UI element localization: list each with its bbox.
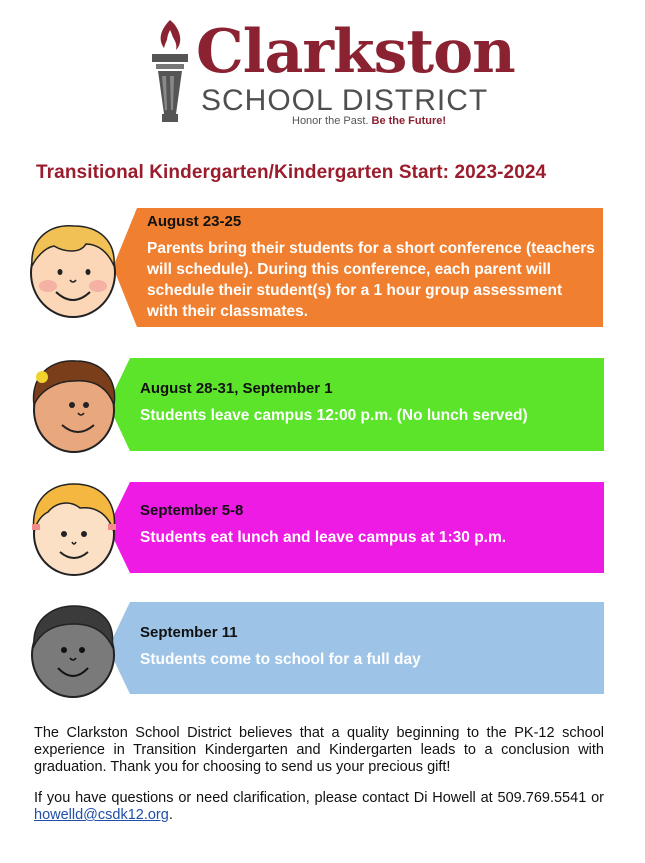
- district-logo: [0, 0, 645, 140]
- schedule-description: Students leave campus 12:00 p.m. (No lunch served): [140, 407, 528, 424]
- child-face-icon: [26, 478, 122, 578]
- closing-text: [34, 725, 604, 838]
- contact-suffix: .: [168, 807, 173, 823]
- schedule-description: Students eat lunch and leave campus at 1:30 p.m.: [140, 529, 507, 546]
- tagline-plain: Honor the Past.: [292, 115, 369, 127]
- child-face-icon: [24, 600, 122, 700]
- logo-subtitle: SCHOOL DISTRICT: [201, 84, 489, 117]
- child-face-icon: [24, 218, 122, 320]
- schedule-date: September 11: [140, 624, 238, 641]
- closing-paragraph: The Clarkston School District believes that a quality beginning to the PK-12 school experience in Transition Kindergarten and Kindergarten leads to a conclusion with graduation. Thank you for choosing to send us your precious gift!: [34, 725, 604, 775]
- schedule-date: September 5-8: [140, 502, 244, 519]
- torch-icon: [146, 16, 194, 126]
- contact-paragraph: [34, 790, 604, 824]
- email-link[interactable]: howelld@csdk12.org: [34, 807, 169, 823]
- page-title: Transitional Kindergarten/Kindergarten Start: 2023-2024: [36, 162, 547, 183]
- schedule-date: August 28-31, September 1: [140, 380, 333, 397]
- logo-tagline: [292, 115, 446, 127]
- schedule-description: Students come to school for a full day: [140, 651, 421, 668]
- schedule-date: August 23-25: [147, 213, 242, 230]
- contact-text: If you have questions or need clarification, please contact Di Howell at 509.769.5541 or: [34, 790, 604, 806]
- logo-name: Clarkston: [196, 17, 515, 87]
- child-face-icon: [26, 355, 122, 455]
- schedule-description: Parents bring their students for a short conference (teachers will schedule). During this conference, each parent will schedule their student(s) for a 1 hour group assessment with their classmates.: [147, 240, 595, 320]
- tagline-bold: Be the Future!: [371, 115, 447, 127]
